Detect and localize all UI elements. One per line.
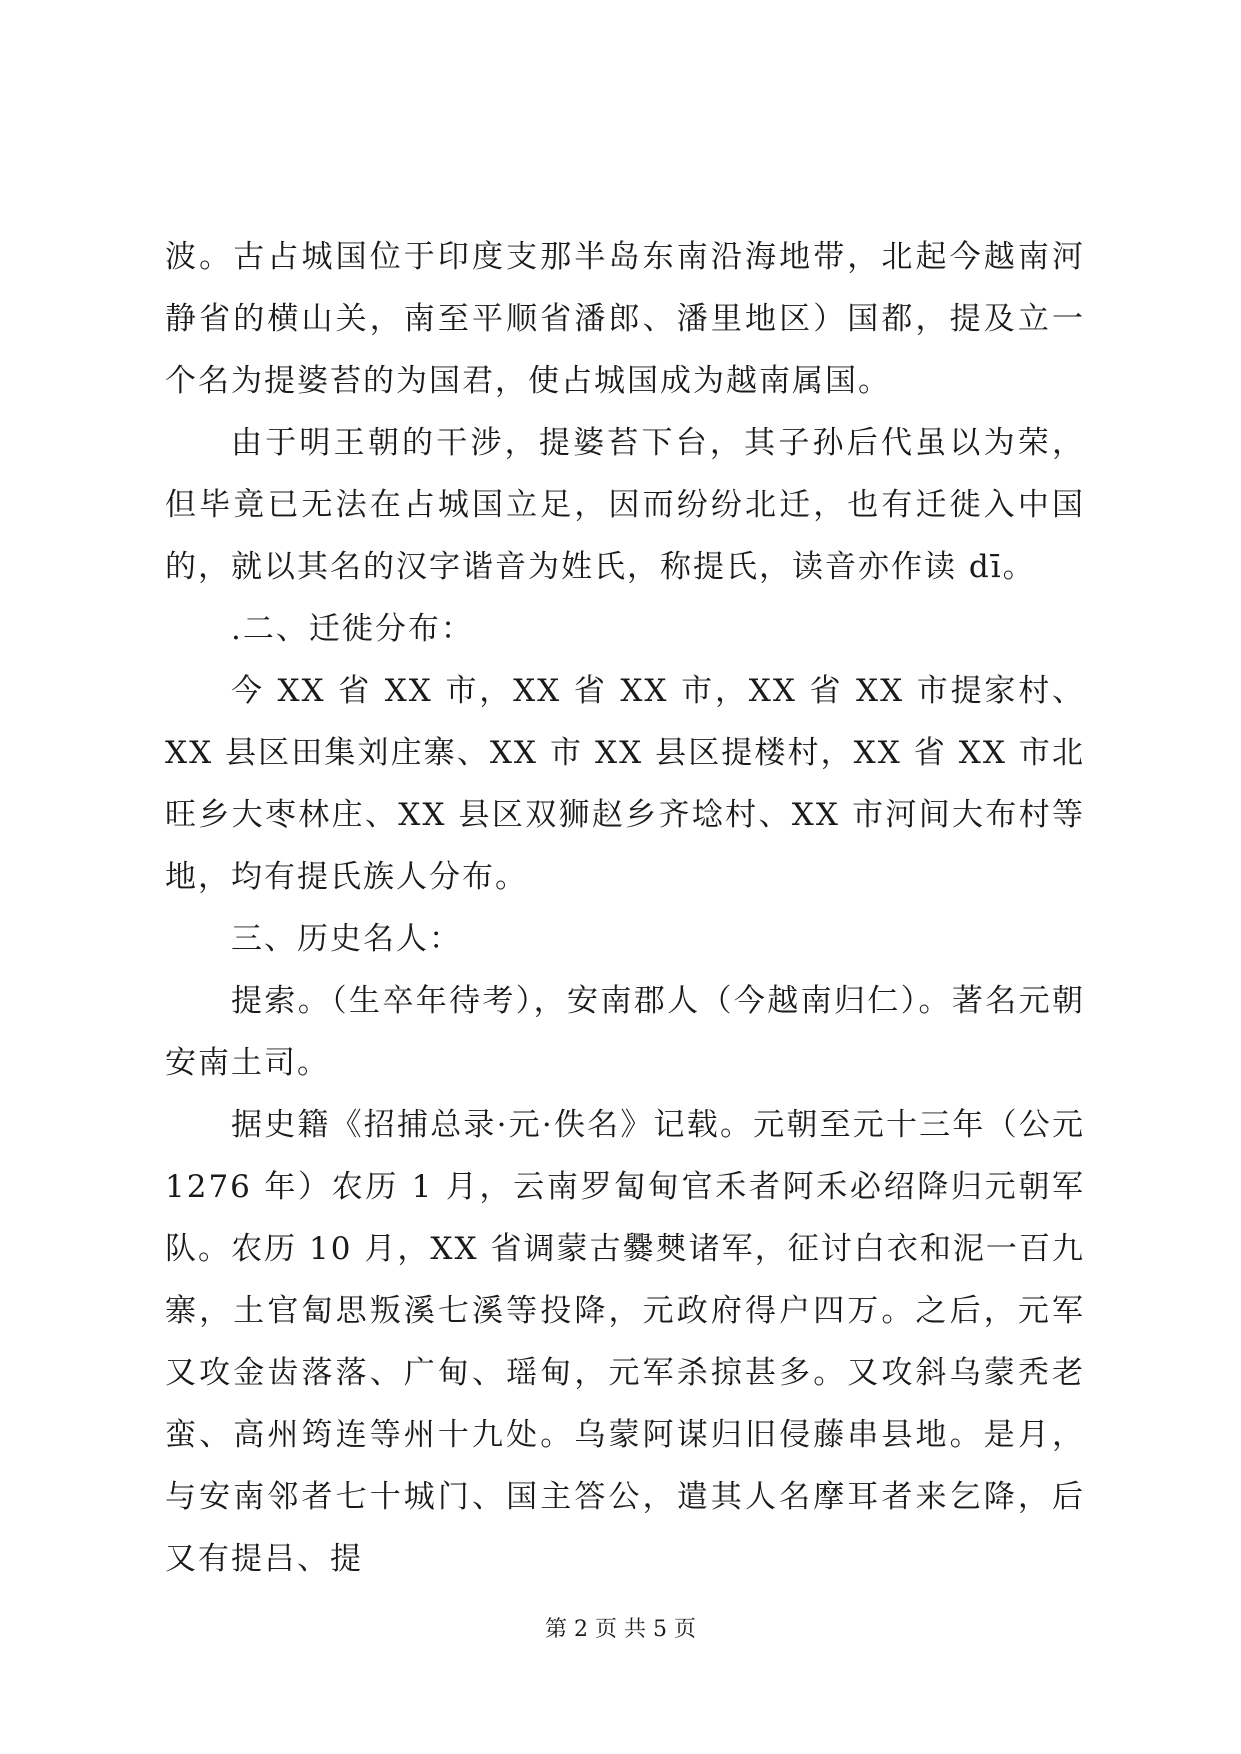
paragraph: 由于明王朝的干涉，提婆苔下台，其子孙后代虽以为荣，但毕竟已无法在占城国立足，因而纷纷北迁，也有迁徙入中国的，就以其名的汉字谐音为姓氏，称提氏，读音亦作读 dī。	[165, 425, 1085, 585]
page-number-footer: 第 2 页 共 5 页	[545, 1617, 696, 1642]
document-body	[165, 226, 1085, 1590]
paragraph: 今 XX 省 XX 市，XX 省 XX 市，XX 省 XX 市提家村、XX 县区田集刘庄寨、XX 市 XX 县区提楼村，XX 省 XX 市北旺乡大枣林庄、XX 县区双狮赵乡齐埝村、XX 市河间大布村等地，均有提氏族人分布。	[165, 673, 1085, 895]
section-heading: .二、迁徙分布：	[231, 611, 474, 647]
paragraph: 提索。（生卒年待考），安南郡人（今越南归仁）。著名元朝安南土司。	[165, 983, 1085, 1081]
paragraph: 据史籍《招捕总录·元·佚名》记载。元朝至元十三年（公元 1276 年）农历 1 月，云南罗匐甸官禾者阿禾必绍降归元朝军队。农历 10 月，XX 省调蒙古爨僰诸军，征讨白衣和泥一百九寨，土官匐思叛溪七溪等投降，元政府得户四万。之后，元军又攻金齿落落、广甸、瑶甸，元军杀掠甚多。又攻斜乌蒙秃老蛮、高州筠连等州十九处。乌蒙阿谋归旧侵藤串县地。是月，与安南邻者七十城门、国主答公，遣其人名摩耳者来乞降，后又有提吕、提	[165, 1107, 1085, 1577]
section-heading: 三、历史名人：	[231, 921, 462, 957]
paragraph: 波。古占城国位于印度支那半岛东南沿海地带，北起今越南河静省的横山关，南至平顺省潘郎、潘里地区）国都，提及立一个名为提婆苔的为国君，使占城国成为越南属国。	[165, 239, 1085, 399]
